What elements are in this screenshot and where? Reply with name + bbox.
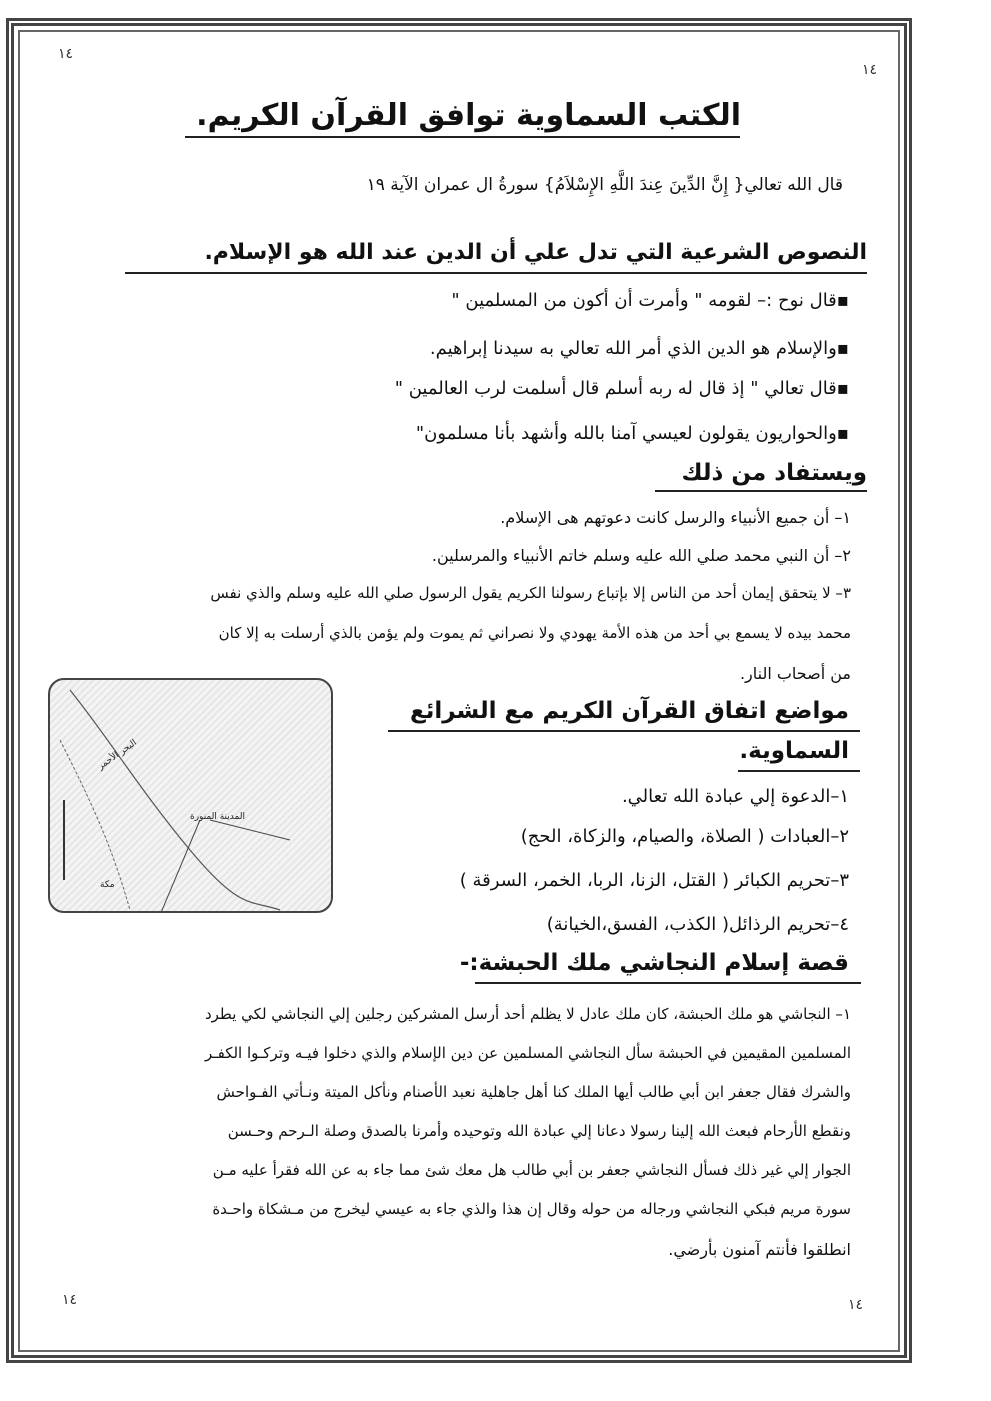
section4-heading-underline [475, 982, 861, 984]
map-label-sea: البحر الأحمر [96, 738, 139, 772]
section1-bullet-2: ▪والإسلام هو الدين الذي أمر الله تعالي به سيدنا إبراهيم. [429, 338, 849, 359]
section4-line-3: والشرك فقال جعفر ابن أبي طالب أيها الملك كنا أهل جاهلية نعبد الأصنام ونأكل الميتة ونـأتي الفـواحش [216, 1083, 851, 1101]
page-title: الكتب السماوية توافق القرآن الكريم. [196, 98, 741, 133]
map-label-south: مكة [100, 880, 115, 890]
section4-line-2: المسلمين المقيمين في الحبشة سأل النجاشي المسلمين عن دين الإسلام والذي دخلوا فيـه وتركـوا الكفـر [204, 1044, 851, 1062]
section1-bullet-4: ▪والحواريون يقولون لعيسي آمنا بالله وأشهد بأنا مسلمون" [415, 423, 849, 444]
section4-line-5: الجوار إلي غير ذلك فسأل النجاشي جعفر بن أبي طالب هل معك شئ مما جاء به عن الله فقرأ عليه مـن [212, 1161, 851, 1179]
section2-item-1: ١– أن جميع الأنبياء والرسل كانت دعوتهم هى الإسلام. [500, 508, 851, 527]
section4-heading: قصة إسلام النجاشي ملك الحبشة:- [459, 950, 849, 976]
section3-item-3: ٣–تحريم الكبائر ( القتل، الزنا، الربا، الخمر، السرقة ) [459, 870, 849, 891]
section1-bullet-3: ▪قال تعالي " إذ قال له ربه أسلم قال أسلمت لرب العالمين " [394, 378, 849, 399]
page-number-top-left: ١٤ [58, 46, 74, 62]
section3-item-4: ٤–تحريم الرذائل( الكذب، الفسق،الخيانة) [546, 914, 849, 935]
section2-item-3-end: من أصحاب النار. [739, 664, 851, 683]
section3-heading-underline-1 [388, 730, 860, 732]
section2-heading-underline [655, 490, 867, 492]
section1-heading-underline [125, 272, 867, 274]
section3-heading-line1: مواضع اتفاق القرآن الكريم مع الشرائع [410, 698, 849, 724]
page-number-top-right: ١٤ [862, 62, 878, 78]
quran-verse: قال الله تعالي{ إِنَّ الدِّينَ عِندَ اللَّهِ الإِسْلاَمُ} سورةُ ال عمران الآية ١٩ [366, 175, 843, 195]
page-number-bottom-left: ١٤ [62, 1292, 78, 1308]
section4-line-4: ونقطع الأرحام فبعث الله إلينا رسولا دعانا إلي عبادة الله وتوحيده وأمرنا بالصدق وصلة الـرحم وحـسن [227, 1122, 851, 1140]
section4-line-7: انطلقوا فأنتم آمنون بأرضي. [668, 1240, 851, 1259]
map-image [48, 678, 333, 913]
section2-heading: ويستفاد من ذلك [681, 460, 867, 486]
page-number-bottom-right: ١٤ [848, 1297, 864, 1313]
section3-heading-underline-2 [738, 770, 860, 772]
section1-heading: النصوص الشرعية التي تدل علي أن الدين عند الله هو الإسلام. [204, 240, 867, 265]
title-underline [185, 136, 740, 138]
map-label-city: المدينة المنورة [190, 812, 245, 822]
section1-bullet-1: ▪قال نوح :– لقومه " وأمرت أن أكون من المسلمين " [451, 290, 849, 311]
section2-item-3-cont: محمد بيده لا يسمع بي أحد من هذه الأمة يهودي ولا نصراني ثم يموت ولم يؤمن بالذي أرسلت به إلا كان [218, 624, 851, 642]
section3-heading-line2: السماوية. [739, 738, 849, 764]
section4-line-1: ١– النجاشي هو ملك الحبشة، كان ملك عادل لا يظلم أحد أرسل المشركين رجلين إلي النجاشي لكي يطرد [204, 1005, 851, 1023]
section2-item-3: ٣– لا يتحقق إيمان أحد من الناس إلا بإتباع رسولنا الكريم يقول الرسول صلي الله عليه وسلم والذي نفس [210, 584, 851, 602]
section2-item-2: ٢– أن النبي محمد صلي الله عليه وسلم خاتم الأنبياء والمرسلين. [431, 546, 851, 565]
section3-item-2: ٢–العبادات ( الصلاة، والصيام، والزكاة، الحج) [520, 826, 849, 847]
map-lines [50, 680, 333, 913]
section3-item-1: ١–الدعوة إلي عبادة الله تعالي. [621, 786, 849, 807]
section4-line-6: سورة مريم فبكي النجاشي ورجاله من حوله وقال إن هذا والذي جاء به عيسي ليخرج من مـشكاة واحـدة [212, 1200, 851, 1218]
